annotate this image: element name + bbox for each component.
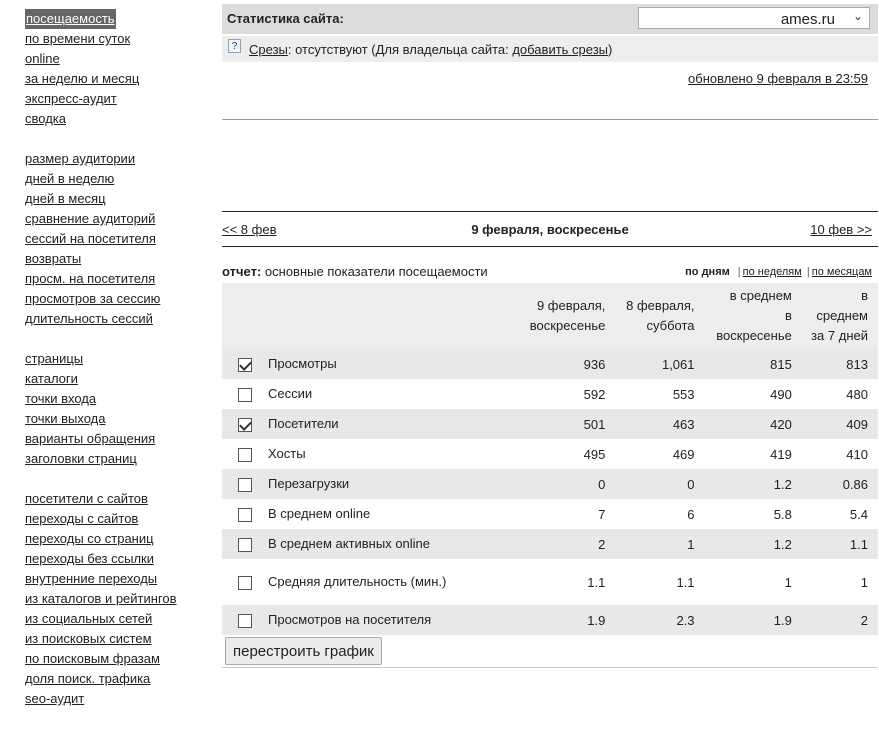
row-value: 2 xyxy=(598,536,606,552)
table-row xyxy=(222,605,878,635)
row-value: 1.2 xyxy=(773,536,792,552)
prev-date-link[interactable]: << 8 фев xyxy=(222,222,277,237)
report-name: основные показатели посещаемости xyxy=(264,264,488,279)
divider xyxy=(222,211,878,212)
row-label: Просмотры xyxy=(268,356,337,371)
row-checkbox[interactable] xyxy=(238,614,252,628)
slices-link[interactable]: Срезы xyxy=(249,42,288,57)
divider xyxy=(222,667,878,668)
row-checkbox[interactable] xyxy=(238,478,252,492)
rebuild-chart-button[interactable]: перестроить график xyxy=(225,637,382,665)
sidebar-group xyxy=(25,349,210,469)
sidebar-group xyxy=(25,149,210,329)
row-value: 0 xyxy=(687,476,695,492)
row-label: Сессии xyxy=(268,386,313,401)
sidebar-item[interactable]: экспресс-аудит xyxy=(25,91,117,106)
current-date: 9 февраля, воскресенье xyxy=(471,222,629,237)
column-header-line: 8 февраля, xyxy=(626,298,695,313)
sidebar-group xyxy=(25,9,210,129)
row-checkbox[interactable] xyxy=(238,358,252,372)
sidebar-item[interactable]: из поисковых систем xyxy=(25,631,152,646)
date-navigation xyxy=(222,222,878,240)
slices-text xyxy=(249,42,612,57)
column-header xyxy=(705,283,802,349)
period-months[interactable]: по месяцам xyxy=(811,266,872,278)
sidebar-item[interactable]: точки выхода xyxy=(25,411,106,426)
table-row xyxy=(222,559,878,605)
row-value: 1,061 xyxy=(661,356,695,372)
row-value: 490 xyxy=(770,386,792,402)
column-header-line: воскресенье xyxy=(716,328,792,343)
row-value: 2.3 xyxy=(676,612,695,628)
row-value: 409 xyxy=(846,416,868,432)
column-header xyxy=(802,283,878,349)
row-value: 1 xyxy=(687,536,695,552)
row-checkbox[interactable] xyxy=(238,576,252,590)
sidebar-item[interactable]: сравнение аудиторий xyxy=(25,211,156,226)
table-row xyxy=(222,439,878,469)
page-title: Статистика сайта: xyxy=(227,11,344,26)
sidebar-item[interactable]: страницы xyxy=(25,351,84,366)
row-checkbox[interactable] xyxy=(238,388,252,402)
row-value: 5.4 xyxy=(849,506,868,522)
row-value: 1.1 xyxy=(676,574,695,590)
main-panel xyxy=(222,4,878,660)
row-value: 463 xyxy=(672,416,695,432)
site-select-value: ames.ru xyxy=(780,11,835,28)
period-days: по дням xyxy=(685,266,730,278)
sidebar-item[interactable]: возвраты xyxy=(25,251,82,266)
stats-table xyxy=(222,283,878,635)
period-switcher: по дням | по неделям | по месяцам xyxy=(685,266,872,278)
row-value: 592 xyxy=(583,386,606,402)
sidebar-item[interactable]: сводка xyxy=(25,111,66,126)
row-value: 469 xyxy=(672,446,695,462)
row-value: 553 xyxy=(672,386,695,402)
table-row xyxy=(222,379,878,409)
row-label: В среднем активных online xyxy=(268,536,431,551)
slices-bar xyxy=(222,36,878,62)
row-value: 410 xyxy=(846,446,868,462)
sidebar-item[interactable]: из каталогов и рейтингов xyxy=(25,591,177,606)
site-header xyxy=(222,4,878,34)
row-value: 813 xyxy=(846,356,868,372)
table-row xyxy=(222,529,878,559)
sidebar-item[interactable]: по поисковым фразам xyxy=(25,651,160,666)
row-checkbox[interactable] xyxy=(238,418,252,432)
report-label: отчет: xyxy=(222,264,262,279)
divider xyxy=(222,246,878,247)
sidebar-item[interactable]: посетители с сайтов xyxy=(25,491,148,506)
table-row xyxy=(222,499,878,529)
row-label: В среднем online xyxy=(268,506,371,521)
row-value: 1.2 xyxy=(773,476,792,492)
row-value: 1.1 xyxy=(849,536,868,552)
row-value: 815 xyxy=(770,356,792,372)
column-header-line: в среднем xyxy=(729,288,792,303)
sidebar-item[interactable]: доля поиск. трафика xyxy=(25,671,151,686)
row-value: 6 xyxy=(687,506,695,522)
sidebar-item[interactable]: online xyxy=(25,51,60,66)
row-value: 1 xyxy=(784,574,792,590)
table-header-row xyxy=(222,283,878,349)
column-header xyxy=(518,283,615,349)
slices-status: : отсутствуют (Для владельца сайта: xyxy=(287,42,513,57)
sidebar-item[interactable]: длительность сессий xyxy=(25,311,153,326)
report-header xyxy=(222,264,878,282)
row-value: 7 xyxy=(598,506,606,522)
row-value: 0.86 xyxy=(842,476,868,492)
row-value: 2 xyxy=(860,612,868,628)
sidebar-item[interactable]: seo-аудит xyxy=(25,691,85,706)
slices-close: ) xyxy=(608,42,613,57)
row-value: 1.9 xyxy=(773,612,792,628)
sidebar-item[interactable]: размер аудитории xyxy=(25,151,136,166)
row-value: 1.9 xyxy=(587,612,606,628)
row-label: Средняя длительность (мин.) xyxy=(268,574,447,589)
divider xyxy=(222,119,878,120)
row-label: Посетители xyxy=(268,416,339,431)
sidebar-item[interactable]: заголовки страниц xyxy=(25,451,137,466)
sidebar-item[interactable]: переходы со страниц xyxy=(25,531,154,546)
column-header-line: в xyxy=(861,288,868,303)
row-label: Перезагрузки xyxy=(268,476,350,491)
sidebar-item[interactable]: дней в месяц xyxy=(25,191,106,206)
sidebar-item[interactable]: дней в неделю xyxy=(25,171,115,186)
chevron-down-icon: ⌄ xyxy=(852,9,863,23)
column-header-line: за 7 дней xyxy=(811,328,868,343)
row-value: 419 xyxy=(770,446,792,462)
sidebar-item[interactable]: каталоги xyxy=(25,371,78,386)
row-label: Хосты xyxy=(268,446,306,461)
row-checkbox[interactable] xyxy=(238,448,252,462)
sidebar-item[interactable]: из социальных сетей xyxy=(25,611,153,626)
row-value: 5.8 xyxy=(773,506,792,522)
sidebar-item[interactable]: просмотров за сессию xyxy=(25,291,161,306)
table-row xyxy=(222,469,878,499)
period-weeks[interactable]: по неделям xyxy=(742,266,802,278)
row-label: Просмотров на посетителя xyxy=(268,612,432,627)
row-value: 420 xyxy=(770,416,792,432)
site-select[interactable] xyxy=(638,7,870,29)
sidebar-item[interactable]: за неделю и месяц xyxy=(25,71,140,86)
row-value: 1 xyxy=(860,574,868,590)
column-header xyxy=(615,283,704,349)
table-row xyxy=(222,409,878,439)
column-header-line: в xyxy=(784,308,792,323)
row-value: 495 xyxy=(583,446,606,462)
table-row xyxy=(222,349,878,379)
sidebar-item[interactable]: переходы с сайтов xyxy=(25,511,139,526)
row-checkbox[interactable] xyxy=(238,508,252,522)
sidebar-item[interactable]: внутренние переходы xyxy=(25,571,158,586)
row-checkbox[interactable] xyxy=(238,538,252,552)
column-header-line: воскресенье xyxy=(529,318,606,333)
sidebar-item[interactable]: посещаемость xyxy=(25,9,116,29)
column-header-line: суббота xyxy=(646,318,695,333)
sidebar-item[interactable]: точки входа xyxy=(25,391,97,406)
row-value: 1.1 xyxy=(587,574,606,590)
add-slices-link[interactable]: добавить срезы xyxy=(512,42,609,57)
row-value: 501 xyxy=(583,416,606,432)
column-header-line: 9 февраля, xyxy=(536,298,606,313)
sidebar-group xyxy=(25,489,210,709)
next-date-link[interactable]: 10 фев >> xyxy=(810,222,872,237)
updated-link[interactable]: обновлено 9 февраля в 23:59 xyxy=(688,71,868,86)
row-value: 480 xyxy=(846,386,868,402)
row-value: 936 xyxy=(583,356,606,372)
sidebar-item[interactable]: просм. на посетителя xyxy=(25,271,156,286)
row-value: 0 xyxy=(598,476,606,492)
help-icon[interactable]: ? xyxy=(228,39,241,53)
column-header-line: среднем xyxy=(816,308,868,323)
sidebar-nav xyxy=(25,9,210,729)
sidebar-item[interactable]: переходы без ссылки xyxy=(25,551,154,566)
sidebar-item[interactable]: варианты обращения xyxy=(25,431,156,446)
sidebar-item[interactable]: сессий на посетителя xyxy=(25,231,156,246)
sidebar-item[interactable]: по времени суток xyxy=(25,31,131,46)
